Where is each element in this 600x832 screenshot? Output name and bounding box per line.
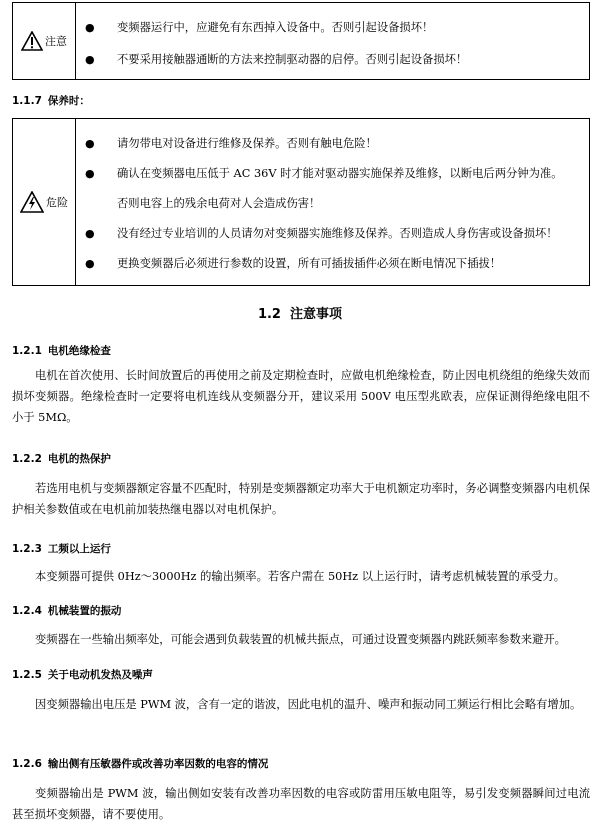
warning-triangle-icon	[21, 31, 43, 51]
subsection-body: 变频器在一些输出频率处，可能会遇到负载装置的机械共振点，可通过设置变频器内跳跃频率参数来避开。	[35, 633, 566, 646]
caution-item: ● 变频器运行中，应避免有东西掉入设备中。否则引起设备损坏！	[85, 20, 434, 34]
danger-item: ● 没有经过专业培训的人员请勿对变频器实施维修及保养。否则造成人身伤害或设备损坏！	[85, 226, 558, 240]
bullet-icon: ●	[85, 20, 95, 34]
caution-label-cell	[13, 3, 76, 80]
bullet-icon: ●	[85, 52, 95, 66]
subsection-heading: 1.2.4 机械装置的振动	[12, 605, 122, 617]
subsection-heading: 1.2.2 电机的热保护	[12, 453, 111, 465]
subsection-body: 变频器输出是 PWM 波，输出侧如安装有改善功率因数的电容或防雷用压敏电阻等，易引发变频器瞬间过电流甚至损坏变频器，请不要使用。	[12, 787, 590, 821]
caution-content	[76, 3, 590, 80]
bullet-icon: ●	[85, 136, 95, 150]
caution-label: 注意	[45, 35, 67, 48]
maintenance-heading: 1.1.7 保养时：	[12, 95, 90, 107]
bullet-icon: ●	[85, 166, 95, 180]
subsection-body: 电机在首次使用、长时间放置后的再使用之前及定期检查时，应做电机绝缘检查，防止因电机绕组的绝缘失效而损坏变频器。绝缘检查时一定要将电机连线从变频器分开，建议采用 500V 电压型兆欧表，应保证测得绝缘电阻不小于 5MΩ。	[12, 369, 590, 424]
subsection-heading: 1.2.1 电机绝缘检查	[12, 345, 111, 357]
subsection-body: 因变频器输出电压是 PWM 波，含有一定的谐波，因此电机的温升、噪声和振动同工频运行相比会略有增加。	[35, 698, 582, 711]
danger-label-cell	[13, 119, 76, 286]
caution-box	[12, 2, 590, 80]
danger-item: ● 确认在变频器电压低于 AC 36V 时才能对驱动器实施保养及维修，以断电后两分钟为准。 否则电容上的残余电荷对人会造成伤害！	[85, 166, 563, 210]
subsection-heading: 1.2.6 输出侧有压敏器件或改善功率因数的电容的情况	[12, 758, 269, 770]
subsection-heading: 1.2.3 工频以上运行	[12, 543, 111, 555]
danger-box	[12, 118, 590, 286]
bullet-icon: ●	[85, 256, 95, 270]
danger-label: 危险	[46, 196, 68, 209]
high-voltage-icon	[20, 191, 44, 213]
subsection-body: 若选用电机与变频器额定容量不匹配时，特别是变频器额定功率大于电机额定功率时，务必调整变频器内电机保护相关参数值或在电机前加装热继电器以对电机保护。	[12, 482, 590, 516]
subsection-body: 本变频器可提供 0Hz～3000Hz 的输出频率。若客户需在 50Hz 以上运行时，请考虑机械装置的承受力。	[35, 570, 566, 583]
section-title: 1.2 注意事项	[257, 307, 343, 322]
danger-item: ● 请勿带电对设备进行维修及保养。否则有触电危险！	[85, 136, 377, 150]
caution-item: ● 不要采用接触器通断的方法来控制驱动器的启停。否则引起设备损坏！	[85, 52, 468, 66]
subsection-heading: 1.2.5 关于电动机发热及噪声	[12, 669, 153, 681]
danger-item: ● 更换变频器后必须进行参数的设置，所有可插拔插件必须在断电情况下插拔！	[85, 256, 502, 270]
danger-content	[76, 119, 590, 286]
bullet-icon: ●	[85, 226, 95, 240]
